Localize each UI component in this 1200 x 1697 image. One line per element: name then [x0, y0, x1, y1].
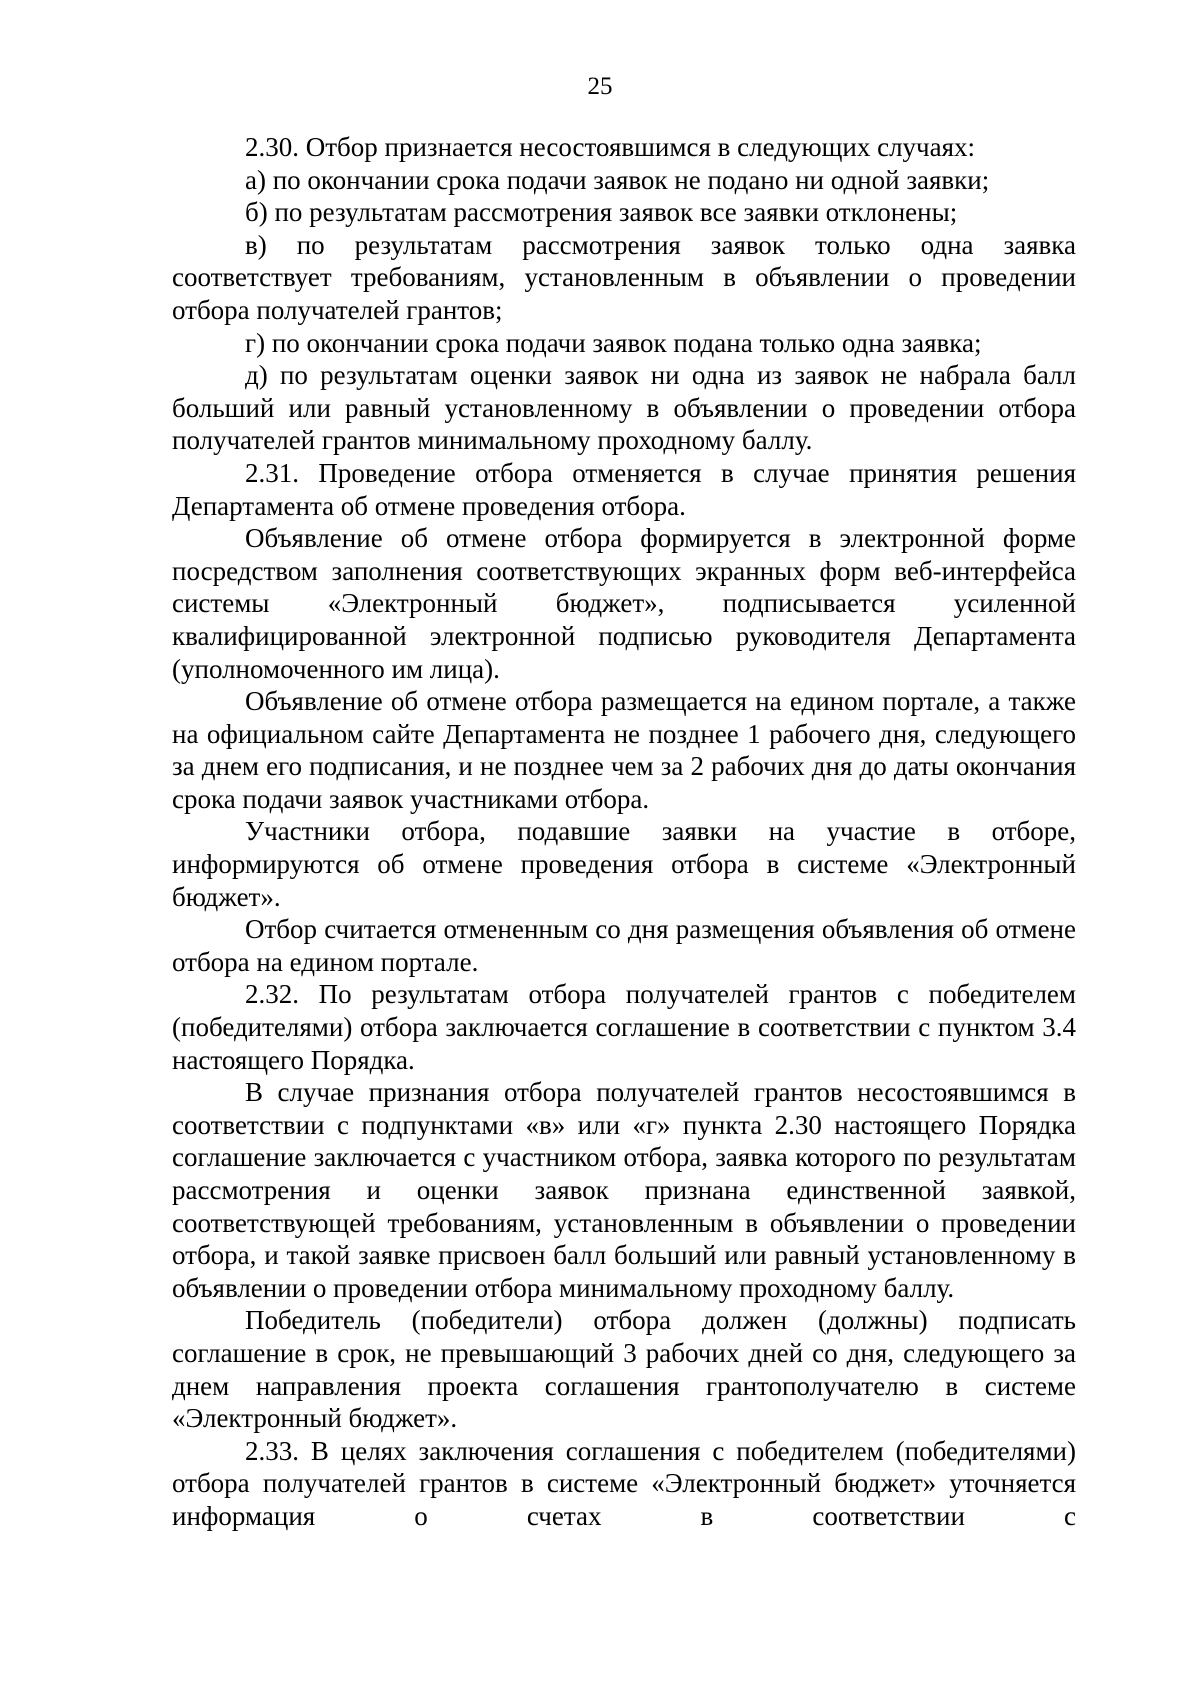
paragraph-winner-sign-agreement: Победитель (победители) отбора должен (должны) подписать соглашение в срок, не превышающий 3 рабочих дней со дня, следующего за днем направления проекта соглашения грантополучателю в системе «Электронный бюджет». [172, 1305, 1076, 1434]
paragraph-2-32: 2.32. По результатам отбора получателей грантов с победителем (победителями) отбора заключается соглашение в соответствии с пунктом 3.4 настоящего Порядка. [172, 979, 1076, 1075]
paragraph-2-30-c: в) по результатам рассмотрения заявок только одна заявка соответствует требованиям, установленным в объявлении о проведении отбора получателей грантов; [172, 229, 1076, 325]
paragraph-selection-cancelled: Отбор считается отмененным со дня размещения объявления об отмене отбора на едином портале. [172, 914, 1076, 977]
paragraph-2-30-b: б) по результатам рассмотрения заявок все заявки отклонены; [245, 197, 958, 228]
paragraph-2-30-d: г) по окончании срока подачи заявок подана только одна заявка; [245, 327, 982, 358]
document-body [172, 131, 1076, 1533]
page-number: 25 [587, 73, 613, 100]
paragraph-2-31: 2.31. Проведение отбора отменяется в случае принятия решения Департамента об отмене проведения отбора. [172, 457, 1076, 521]
paragraph-cancel-announcement-publish: Объявление об отмене отбора размещается на едином портале, а также на официальном сайте Департамента не позднее 1 рабочего дня, следующего за днем его подписания, и не позднее чем за 2 рабочих дня до даты окончания срока подачи заявок участниками отбора. [172, 686, 1076, 814]
paragraph-participants-informed: Участники отбора, подавшие заявки на участие в отборе, информируются об отмене проведения отбора в системе «Электронный бюджет». [172, 816, 1076, 912]
paragraph-2-33: 2.33. В целях заключения соглашения с победителем (победителями) отбора получателей грантов в системе «Электронный бюджет» уточняется информация о счетах в соответствии с [172, 1435, 1076, 1531]
paragraph-cancel-announcement-form: Объявление об отмене отбора формируется в электронной форме посредством заполнения соответствующих экранных форм веб-интерфейса системы «Электронный бюджет», подписывается усиленной квалифицированной электронной подписью руководителя Департамента (уполномоченного им лица). [172, 523, 1076, 684]
paragraph-2-30-intro: 2.30. Отбор признается несостоявшимся в следующих случаях: [245, 132, 976, 162]
paragraph-2-30-a: а) по окончании срока подачи заявок не подано ни одной заявки; [245, 164, 990, 195]
paragraph-failed-selection-agreement: В случае признания отбора получателей грантов несостоявшимся в соответствии с подпунктами «в» или «г» пункта 2.30 настоящего Порядка соглашение заключается с участником отбора, заявка которого по результатам рассмотрения и оценки заявок признана единственной заявкой, соответствующей требованиям, установленным в объявлении о проведении отбора, и такой заявке присвоен балл больший или равный установленному в объявлении о проведении отбора минимальному проходному баллу. [172, 1077, 1076, 1303]
paragraph-2-30-e: д) по результатам оценки заявок ни одна из заявок не набрала балл больший или равный установленному в объявлении о проведении отбора получателей грантов минимальному проходному баллу. [172, 360, 1076, 456]
